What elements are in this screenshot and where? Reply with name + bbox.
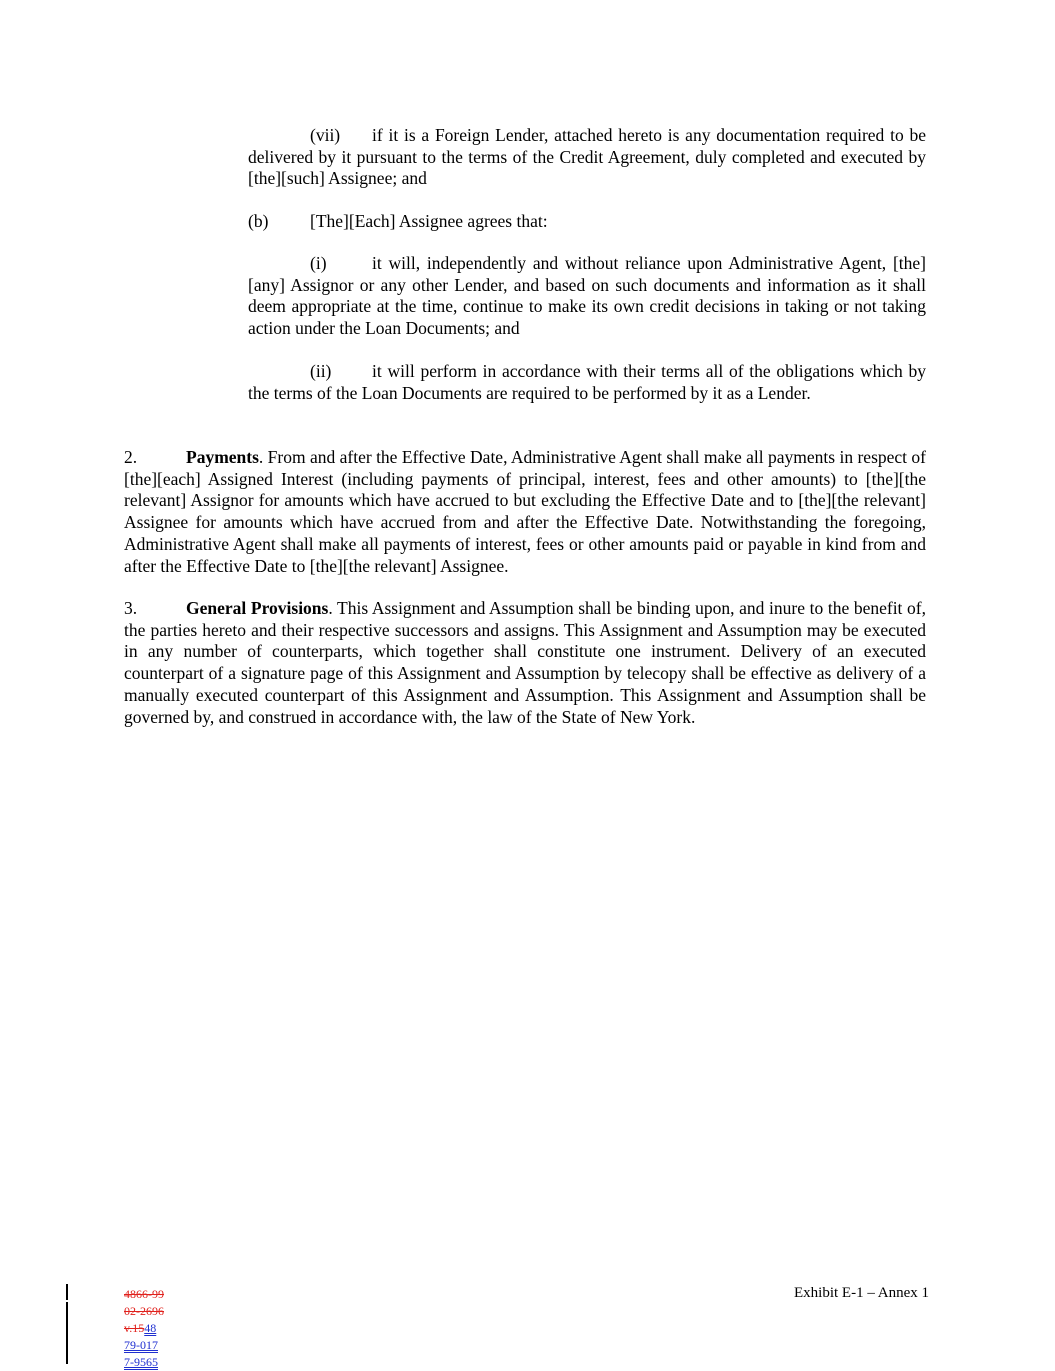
section-text: . From and after the Effective Date, Administrative Agent shall make all payments in respect of [the][each] Assigned Interest (including payments of principal, interest, fees and other amounts) to [the][the relevant] Assignor for amounts which have accrued to but excluding the Effective Date and to [the][the relevant] Assignee for amounts which have accrued from and after the Effective Date. Notwithstanding the foregoing, Administrative Agent shall make all payments of interest, fees or other amounts paid or payable in kind from and after the Effective Date to [the][the relevant] Assignee. <box>124 447 926 576</box>
change-bar <box>66 1284 68 1300</box>
clause-text: if it is a Foreign Lender, attached hereto is any documentation required to be delivered by it pursuant to the terms of the Credit Agreement, duly completed and executed by [the][such] Assignee; and <box>248 125 926 189</box>
clause-number: (vii) <box>310 125 341 145</box>
section-payments <box>124 447 926 577</box>
clause-number: (i) <box>310 253 327 273</box>
clause-text: [The][Each] Assignee agrees that: <box>310 211 548 231</box>
section-number: 2. <box>124 447 138 467</box>
doc-id-deleted: 4866-99 <box>124 1287 164 1301</box>
document-id <box>124 1286 164 1371</box>
clause-text: it will, independently and without reliance upon Administrative Agent, [the][any] Assignor or any other Lender, and based on such documents and information as it shall deem appropriate at the time, continue to make its own credit decisions in taking or not taking action under the Loan Documents; and <box>248 253 926 339</box>
clause-ii <box>248 361 926 404</box>
section-title: Payments <box>186 447 259 467</box>
section-text: . This Assignment and Assumption shall be binding upon, and inure to the benefit of, the parties hereto and their respective successors and assigns. This Assignment and Assumption may be executed in any number of counterparts, which together shall constitute one instrument. Delivery of an executed counterpart of a signature page of this Assignment and Assumption by telecopy shall be effective as delivery of a manually executed counterpart of this Assignment and Assumption. This Assignment and Assumption shall be governed by, and construed in accordance with, the law of the State of New York. <box>124 598 926 727</box>
doc-id-inserted: 48 <box>144 1321 157 1335</box>
clause-number: (ii) <box>310 361 332 381</box>
change-bar <box>66 1302 68 1364</box>
doc-id-deleted: v.15 <box>124 1321 145 1335</box>
section-number: 3. <box>124 598 138 618</box>
clause-b <box>248 211 926 233</box>
clause-i <box>248 253 926 340</box>
clause-vii <box>248 125 926 190</box>
exhibit-footer: Exhibit E-1 – Annex 1 <box>794 1285 929 1301</box>
clause-number: (b) <box>248 211 269 231</box>
section-title: General Provisions <box>186 598 329 618</box>
doc-id-inserted: 7-9565 <box>124 1355 158 1369</box>
section-general-provisions <box>124 598 926 728</box>
clause-text: it will perform in accordance with their terms all of the obligations which by the terms of the Loan Documents are required to be performed by it as a Lender. <box>248 361 926 403</box>
doc-id-deleted: 02-2696 <box>124 1304 164 1318</box>
doc-id-inserted: 79-017 <box>124 1338 158 1352</box>
